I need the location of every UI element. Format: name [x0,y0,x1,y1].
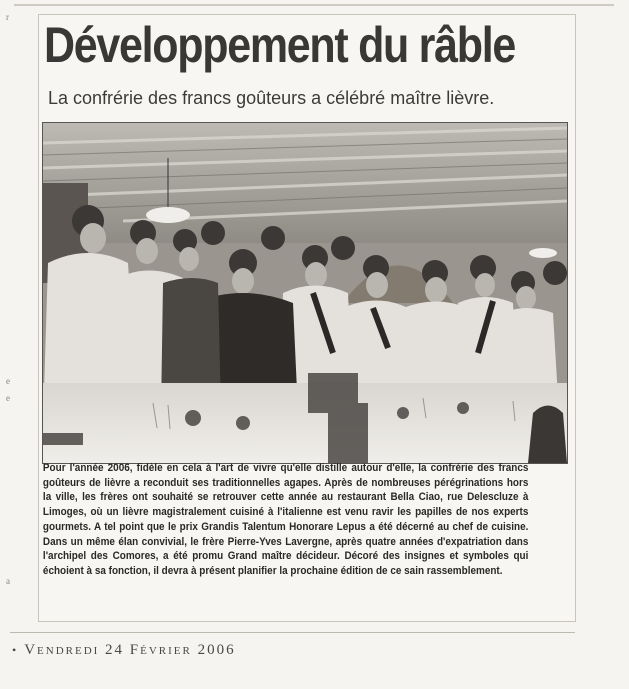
margin-mark: e [6,376,10,386]
page-footer [12,642,236,659]
caption-text: Pour l'année 2006, fidèle en cela à l'art de vivre qu'elle distille autour d'elle, la confrérie des francs goûteurs de lièvre a reconduit ses traditionnelles agapes. Après de nombreuses pérégrinations hors la ville, les frères ont souhaité se retrouver cette année au restaurant Bella Ciao, rue Delescluze à Limoges, où un lièvre magistralement cuisiné à l'italienne est venu ravir les papilles de nos experts gourmets. A tel point que le prix Grandis Talentum Honorare Lepus a été décerné au chef de cuisine. Dans un même élan convivial, le frère Pierre-Yves Lavergne, après quatre années d'expatriation dans l'archipel des Comores, a été promu Grand maître décideur. Décoré des insignes et symboles qui échoient à sa fonction, il devra à présent planifier la prochaine édition de ce sain rassemblement. [42,462,529,577]
margin-mark: a [6,576,10,586]
top-rule [14,4,614,6]
footer-bullet: • [12,643,19,657]
article-caption [42,461,529,579]
margin-mark: r [6,12,9,22]
article-subtitle: La confrérie des francs goûteurs a célébré maître lièvre. [48,88,495,108]
group-photo-illustration [43,123,567,463]
article-photo [42,122,568,464]
margin-mark: e [6,393,10,403]
bottom-rule [10,632,575,633]
article-headline: Développement du râble [44,17,516,73]
footer-date: Vendredi 24 Février 2006 [24,642,236,658]
